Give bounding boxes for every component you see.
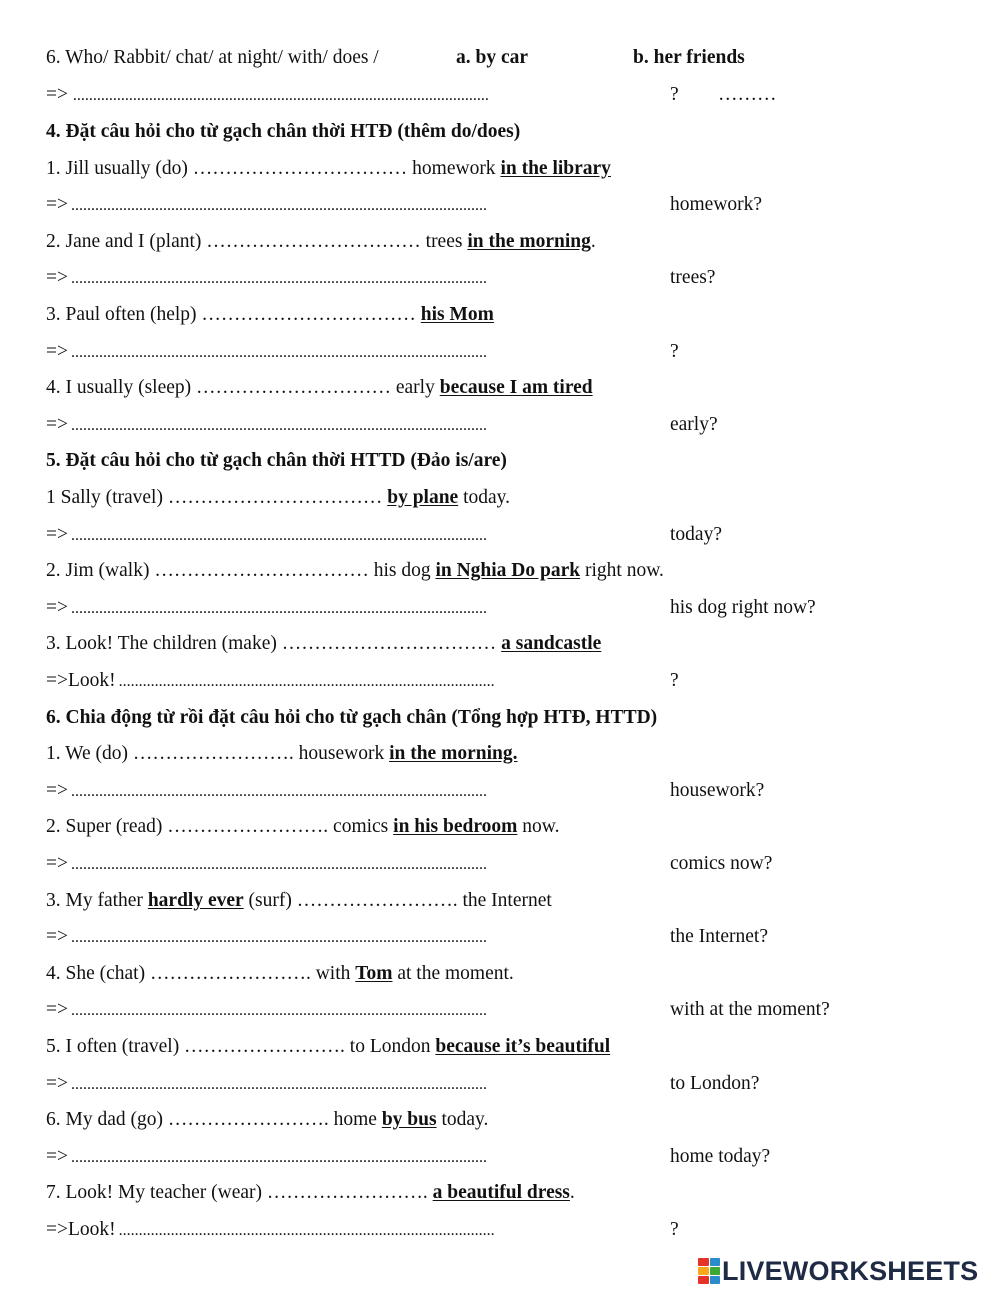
answer-end: today?	[670, 523, 722, 545]
answer-line-ex4-1[interactable]	[46, 193, 487, 218]
question-text: 6. Who/ Rabbit/ chat/ at night/ with/ does /	[46, 47, 379, 68]
underlined-phrase: Tom	[355, 962, 393, 984]
answer-blank[interactable]: ........................................................................................................	[71, 782, 487, 800]
question-text: 1 Sally (travel) ……………………………	[46, 487, 388, 508]
question-text-tail: today.	[458, 487, 511, 508]
answer-line-ex6-2[interactable]	[46, 852, 487, 877]
answer-end: home today?	[670, 1145, 771, 1167]
answer-end: early?	[670, 413, 718, 435]
underlined-phrase: in the library	[500, 157, 611, 179]
answer-end: ?	[670, 670, 679, 691]
answer-prefix: =>	[46, 926, 68, 948]
question-text: 3. Paul often (help) ……………………………	[46, 304, 421, 325]
answer-end: the Internet?	[670, 926, 768, 948]
question-ex6-7	[46, 1181, 575, 1205]
answer-prefix: =>	[46, 194, 68, 216]
question-ex6-5	[46, 1035, 610, 1059]
question-text: 3. My father	[46, 889, 148, 911]
question-text: 3. Look! The children (make) ……………………………	[46, 633, 502, 655]
answer-end: comics now?	[670, 853, 773, 874]
answer-end: homework?	[670, 194, 763, 216]
answer-prefix: =>	[46, 596, 68, 618]
question-ex6-4	[46, 962, 514, 986]
answer-blank[interactable]: ........................................................................................................	[72, 87, 489, 104]
question-text-tail: right now.	[580, 560, 664, 582]
answer-prefix: =>	[46, 999, 68, 1021]
question-text: 6. My dad (go) ……………………. home	[46, 1109, 382, 1131]
section-heading-6: 6. Chia động từ rồi đặt câu hỏi cho từ gạch chân (Tổng hợp HTĐ, HTTD)	[46, 706, 658, 728]
answer-prefix: =>	[46, 779, 68, 801]
underlined-phrase: his Mom	[420, 304, 494, 325]
logo-text: LIVEWORKSHEETS	[722, 1255, 979, 1286]
option-b: b. her friends	[633, 47, 745, 68]
answer-prefix: =>	[46, 413, 68, 435]
answer-line-ex4-3[interactable]	[46, 340, 487, 365]
answer-line-ex6-1[interactable]	[46, 779, 487, 804]
question-ex6-1	[46, 742, 517, 766]
logo-square	[710, 1276, 721, 1284]
question-ex4-4	[46, 376, 593, 400]
answer-end: trees?	[670, 267, 716, 289]
logo-square	[710, 1267, 721, 1275]
answer-line-ex6-7[interactable]	[46, 1218, 495, 1243]
question-text-tail: .	[590, 230, 596, 252]
underlined-phrase: in the morning	[467, 230, 591, 252]
question-ex6-6	[46, 1108, 488, 1132]
question-text-tail: today.	[436, 1109, 489, 1131]
answer-prefix: =>Look!	[46, 670, 116, 691]
underlined-phrase: a beautiful dress	[432, 1182, 570, 1204]
answer-blank[interactable]: ........................................................................................................	[71, 856, 487, 873]
question-text: 4. She (chat) ……………………. with	[46, 962, 356, 984]
answer-end: his dog right now?	[670, 596, 816, 618]
question-text-tail: now.	[517, 816, 560, 838]
answer-blank[interactable]: ........................................................................................................	[71, 416, 487, 434]
answer-line-ex6-4[interactable]	[46, 998, 487, 1023]
answer-blank[interactable]: ........................................................................................................	[71, 526, 487, 544]
answer-blank[interactable]: ........................................................................................................	[71, 343, 487, 361]
answer-line-ex6-6[interactable]	[46, 1145, 487, 1170]
answer-blank[interactable]: ........................................................................................................	[71, 1148, 487, 1166]
question-ex4-3	[46, 303, 494, 327]
answer-prefix: =>	[46, 1072, 68, 1094]
question-text: 4. I usually (sleep) ………………………… early	[46, 377, 440, 399]
answer-line-ex6-5[interactable]	[46, 1072, 487, 1097]
liveworksheets-logo-icon	[698, 1258, 720, 1284]
answer-blank[interactable]: ........................................................................................................	[71, 270, 487, 288]
answer-blank[interactable]: ........................................................................................................	[71, 599, 487, 617]
answer-blank[interactable]: ........................................................................................................	[71, 197, 487, 215]
liveworksheets-logo	[698, 1254, 978, 1288]
logo-square	[698, 1267, 709, 1275]
answer-line-ex4-2[interactable]	[46, 266, 487, 291]
answer-line-ex5-2[interactable]	[46, 596, 487, 621]
answer-prefix: =>	[46, 84, 68, 105]
answer-prefix: =>	[46, 267, 68, 289]
underlined-phrase: by plane	[387, 487, 459, 508]
answer-blank[interactable]: ..............................................................................................	[118, 1222, 495, 1239]
answer-prefix: =>	[46, 523, 68, 545]
section-heading-5: 5. Đặt câu hỏi cho từ gạch chân thời HTTD (Đảo is/are)	[46, 450, 507, 472]
question-text: 1. We (do) ……………………. housework	[46, 743, 390, 765]
answer-blank[interactable]: ........................................................................................................	[71, 1075, 487, 1093]
answer-blank[interactable]: ........................................................................................................	[71, 1002, 487, 1020]
logo-square	[698, 1258, 709, 1266]
question-ex4-2	[46, 230, 596, 254]
answer-end: ?	[670, 84, 679, 105]
underlined-phrase: in Nghia Do park	[435, 560, 581, 582]
question-text: 2. Jim (walk) …………………………… his dog	[46, 560, 436, 582]
answer-prefix: =>	[46, 853, 68, 874]
logo-square	[698, 1276, 709, 1284]
answer-prefix: =>	[46, 340, 68, 362]
question-text-tail: (surf) ……………………. the Internet	[243, 889, 552, 911]
answer-line-ex5-3[interactable]	[46, 669, 495, 694]
question-ex5-2	[46, 559, 664, 583]
answer-blank[interactable]: ..............................................................................................	[118, 673, 495, 690]
underlined-phrase: a sandcastle	[501, 633, 602, 655]
question-ex3-6	[46, 46, 379, 70]
question-text: 7. Look! My teacher (wear) …………………….	[46, 1182, 433, 1204]
option-a: a. by car	[456, 47, 529, 68]
question-text: 2. Super (read) ……………………. comics	[46, 816, 394, 838]
question-text: 5. I often (travel) ……………………. to London	[46, 1036, 436, 1057]
underlined-phrase: in the morning.	[389, 743, 518, 765]
answer-blank-short[interactable]: ………	[718, 84, 777, 105]
answer-line-ex3-6[interactable]	[46, 83, 489, 108]
answer-end: housework?	[670, 779, 765, 801]
answer-blank[interactable]: ........................................................................................................	[71, 929, 487, 947]
question-ex6-3	[46, 889, 552, 913]
section-heading-4: 4. Đặt câu hỏi cho từ gạch chân thời HTĐ (thêm do/does)	[46, 121, 521, 142]
question-ex4-1	[46, 157, 611, 181]
underlined-phrase: by bus	[381, 1109, 437, 1131]
answer-line-ex5-1[interactable]	[46, 523, 487, 548]
logo-square	[710, 1258, 721, 1266]
answer-end: to London?	[670, 1072, 760, 1094]
underlined-phrase: in his bedroom	[393, 816, 518, 838]
answer-line-ex4-4[interactable]	[46, 413, 487, 438]
underlined-phrase: because it’s beautiful	[435, 1036, 611, 1057]
question-ex5-1	[46, 486, 510, 510]
question-text: 1. Jill usually (do) …………………………… homework	[46, 157, 501, 179]
question-ex5-3	[46, 632, 601, 656]
answer-prefix: =>Look!	[46, 1219, 116, 1240]
answer-end: with at the moment?	[670, 999, 830, 1021]
underlined-phrase: hardly ever	[147, 889, 244, 911]
question-text-tail: at the moment.	[392, 962, 514, 984]
question-text: 2. Jane and I (plant) …………………………… trees	[46, 230, 468, 252]
answer-prefix: =>	[46, 1145, 68, 1167]
question-ex6-2	[46, 815, 560, 839]
answer-end: ?	[670, 340, 679, 362]
underlined-phrase: because I am tired	[439, 377, 593, 399]
answer-line-ex6-3[interactable]	[46, 925, 487, 950]
answer-end: ?	[670, 1219, 679, 1240]
question-text-tail: .	[569, 1182, 575, 1204]
